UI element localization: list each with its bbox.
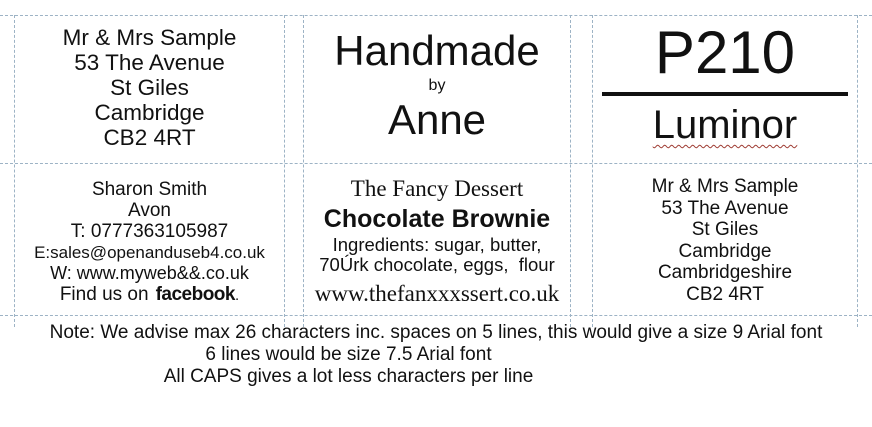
- address-line: Cambridge: [678, 240, 772, 262]
- note-line-2: 6 lines would be size 7.5 Arial font: [205, 344, 492, 365]
- address-line: 53 The Avenue: [74, 50, 225, 75]
- note-line-3: All CAPS gives a lot less characters per line: [163, 366, 534, 387]
- address-line: CB2 4RT: [686, 283, 764, 305]
- address-line: Cambridge: [94, 100, 205, 125]
- product-website: www.thefanxxxssert.co.uk: [314, 281, 560, 306]
- address-line: CB2 4RT: [103, 125, 196, 150]
- contact-phone: T: 0777363105987: [70, 221, 229, 242]
- social-prefix: Find us on: [59, 284, 149, 305]
- note-sub-block: [0, 344, 872, 388]
- handmade-connector: by: [428, 77, 446, 94]
- label-cell-address-5-lines[interactable]: [15, 16, 284, 171]
- grid-line-vertical-2: [284, 15, 285, 327]
- label-cell-product-code[interactable]: [593, 16, 857, 162]
- label-cell-handmade[interactable]: [304, 16, 570, 162]
- contact-name: Sharon Smith: [91, 179, 208, 200]
- social-suffix: .: [234, 287, 240, 304]
- contact-email: E:sales@openanduseb4.co.uk: [34, 243, 265, 262]
- grid-line-vertical-6: [857, 15, 858, 327]
- address-line: St Giles: [691, 219, 759, 240]
- brand-name-spellcheck-underlined: Luminor: [652, 103, 798, 147]
- address-line: Cambridgeshire: [657, 262, 793, 283]
- address-line: Mr & Mrs Sample: [62, 25, 237, 50]
- business-name: The Fancy Dessert: [350, 176, 524, 201]
- note-line-1: Note: We advise max 26 characters inc. spaces on 5 lines, this would give a size 9 Arial font: [49, 322, 823, 343]
- ingredients-line: 70Úrk chocolate, eggs, flour: [319, 253, 555, 275]
- handmade-name: Anne: [387, 96, 487, 143]
- contact-company: Avon: [128, 200, 171, 221]
- facebook-wordmark: facebook: [155, 284, 235, 305]
- grid-line-vertical-4: [570, 15, 571, 327]
- contact-website: W: www.myweb&&.co.uk: [50, 263, 249, 283]
- contact-social-line: [15, 284, 284, 306]
- advisory-note: [0, 322, 872, 388]
- label-cell-address-6-lines[interactable]: [593, 164, 857, 326]
- product-name: Chocolate Brownie: [323, 205, 551, 233]
- address-line: 53 The Avenue: [661, 197, 789, 219]
- label-cell-contact[interactable]: [15, 164, 284, 329]
- address-line: St Giles: [110, 75, 189, 100]
- product-code: P210: [654, 19, 796, 86]
- address-line: Mr & Mrs Sample: [651, 176, 799, 197]
- ingredients-line: Ingredients: sugar, butter,: [332, 234, 542, 255]
- label-cell-product[interactable]: [304, 164, 570, 314]
- handmade-title: Handmade: [334, 27, 540, 74]
